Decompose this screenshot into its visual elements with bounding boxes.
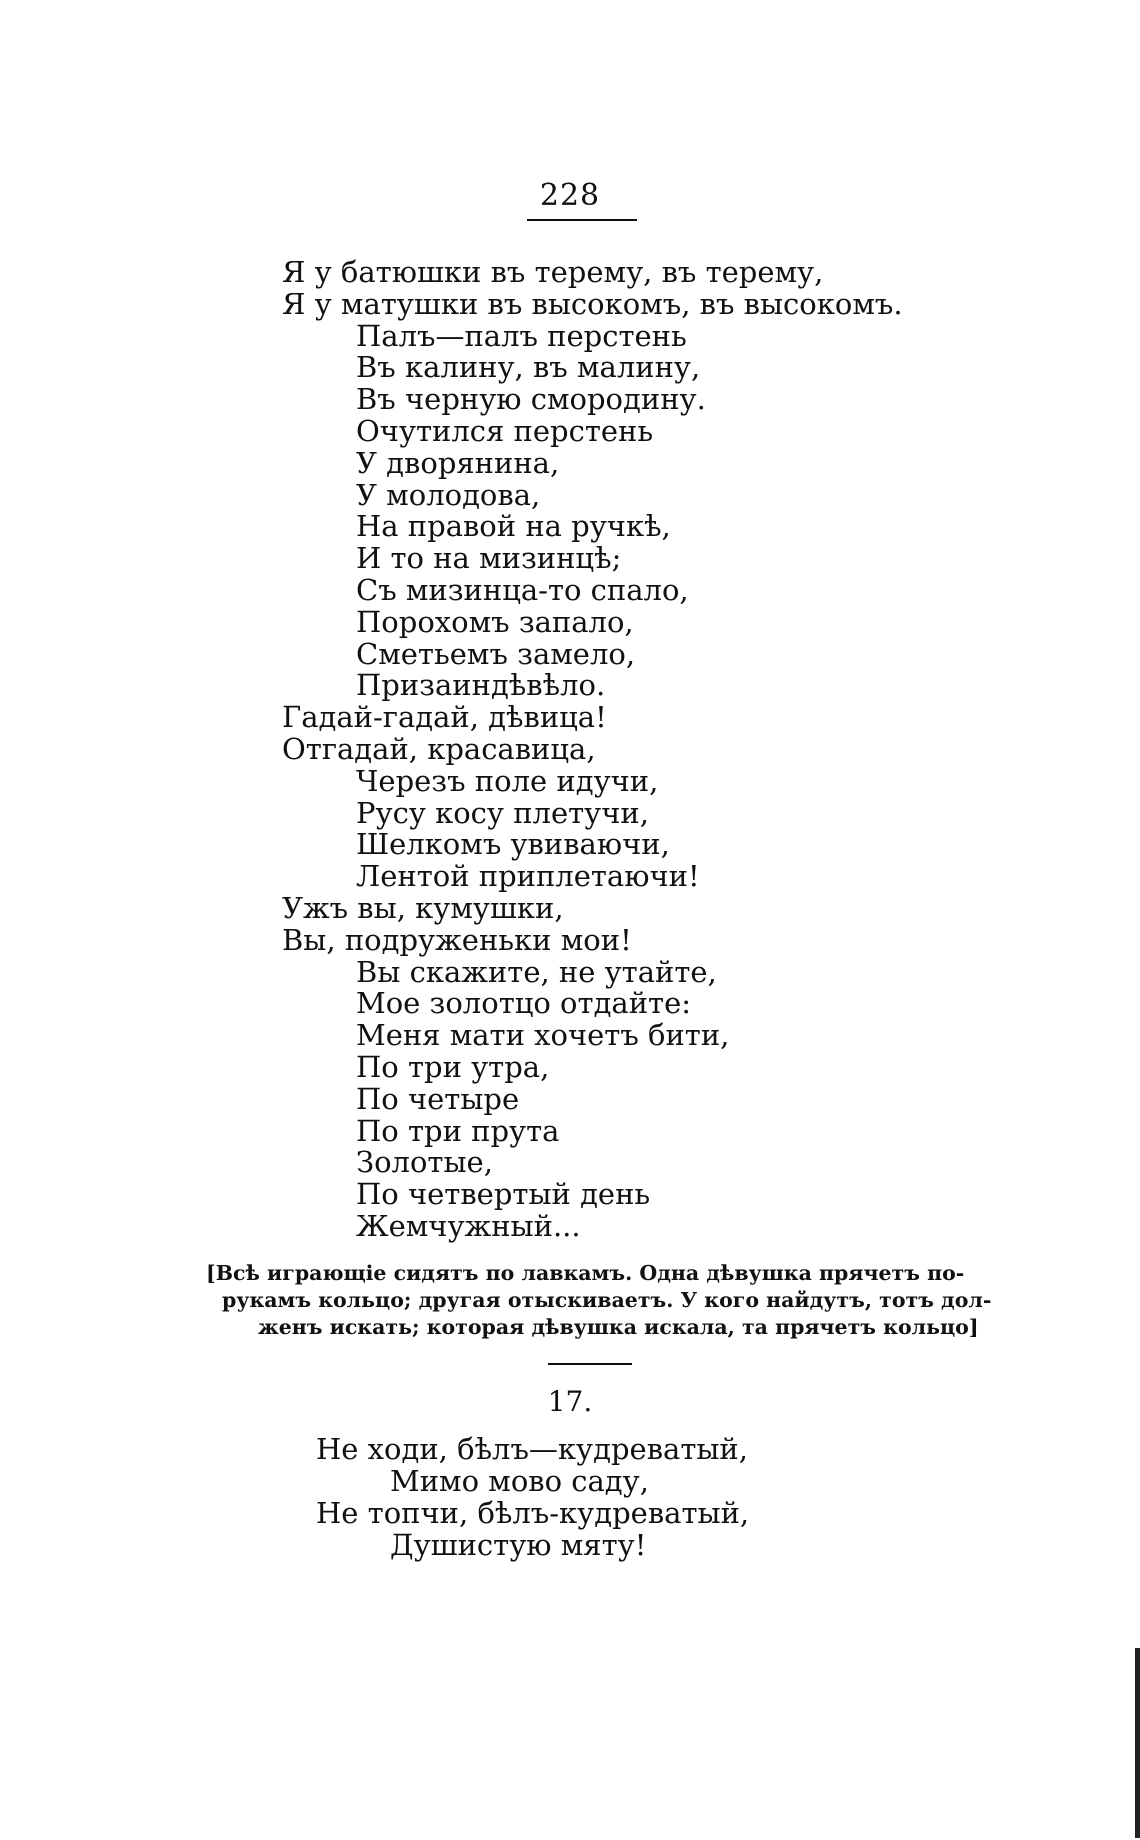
verse-line: Меня мати хочетъ бити, [356, 1018, 730, 1053]
verse-line: Сметьемъ замело, [356, 636, 636, 671]
page-number: 228 [539, 178, 601, 213]
verse-line: Палъ—палъ перстень [356, 318, 687, 353]
verse-line: Не ходи, бѣлъ—кудреватый, [316, 1432, 748, 1466]
verse-line: На правой на ручкѣ, [356, 509, 671, 544]
verse-line: Черезъ поле идучи, [356, 763, 659, 798]
verse-line: У молодова, [356, 477, 541, 512]
verse-line: Гадай-гадай, дѣвица! [282, 700, 607, 735]
verse-line: Отгадай, красавица, [282, 731, 596, 766]
page-number-rule [527, 219, 637, 221]
verse-line: Очутился перстень [356, 413, 654, 448]
verse-line: Съ мизинца-то спало, [356, 572, 689, 607]
verse-line: Порохомъ запало, [356, 604, 634, 639]
verse-line: Ужъ вы, кумушки, [282, 890, 564, 925]
song-16-text [282, 257, 903, 1243]
section-divider [548, 1363, 632, 1365]
verse-line: И то на мизинцѣ; [356, 541, 622, 576]
stage-direction-note [0, 1260, 991, 1341]
verse-line: Лентой приплетаючи! [356, 859, 700, 894]
verse-line: Я у матушки въ высокомъ, въ высокомъ. [282, 286, 903, 321]
verse-line: Не топчи, бѣлъ-кудреватый, [316, 1496, 750, 1530]
verse-line: Русу косу плетучи, [356, 795, 649, 830]
song-17-text [316, 1433, 749, 1561]
verse-line: По три прута [356, 1113, 560, 1148]
verse-line: По четвертый день [356, 1177, 651, 1212]
note-line: женъ искать; которая дѣвушка искала, та прячетъ кольцо] [258, 1315, 979, 1339]
verse-line: Я у батюшки въ терему, въ терему, [282, 255, 824, 289]
verse-line: Вы, подруженьки мои! [282, 922, 632, 957]
verse-line: Жемчужный... [356, 1208, 581, 1243]
verse-line: Вы скажите, не утайте, [356, 954, 717, 989]
verse-line: Золотые, [356, 1145, 493, 1180]
verse-line: Душистую мяту! [390, 1528, 647, 1562]
verse-line: По три утра, [356, 1049, 550, 1084]
verse-line: Въ калину, въ малину, [356, 350, 701, 385]
note-line: рукамъ кольцо; другая отыскиваетъ. У кого найдутъ, тотъ дол- [222, 1288, 992, 1312]
scan-edge-mark [1135, 1648, 1140, 1838]
verse-line: Въ черную смородину. [356, 382, 706, 417]
note-line: [Всѣ играющіе сидятъ по лавкамъ. Одна дѣвушка прячетъ по- [206, 1261, 965, 1285]
verse-line: Мимо мово саду, [390, 1464, 649, 1498]
verse-line: Призаиндѣвѣло. [356, 668, 606, 703]
song-number: 17. [547, 1385, 593, 1418]
verse-line: Мое золотцо отдайте: [356, 986, 692, 1021]
verse-line: У дворянина, [356, 445, 560, 480]
verse-line: По четыре [356, 1081, 520, 1116]
verse-line: Шелкомъ увиваючи, [356, 827, 670, 862]
